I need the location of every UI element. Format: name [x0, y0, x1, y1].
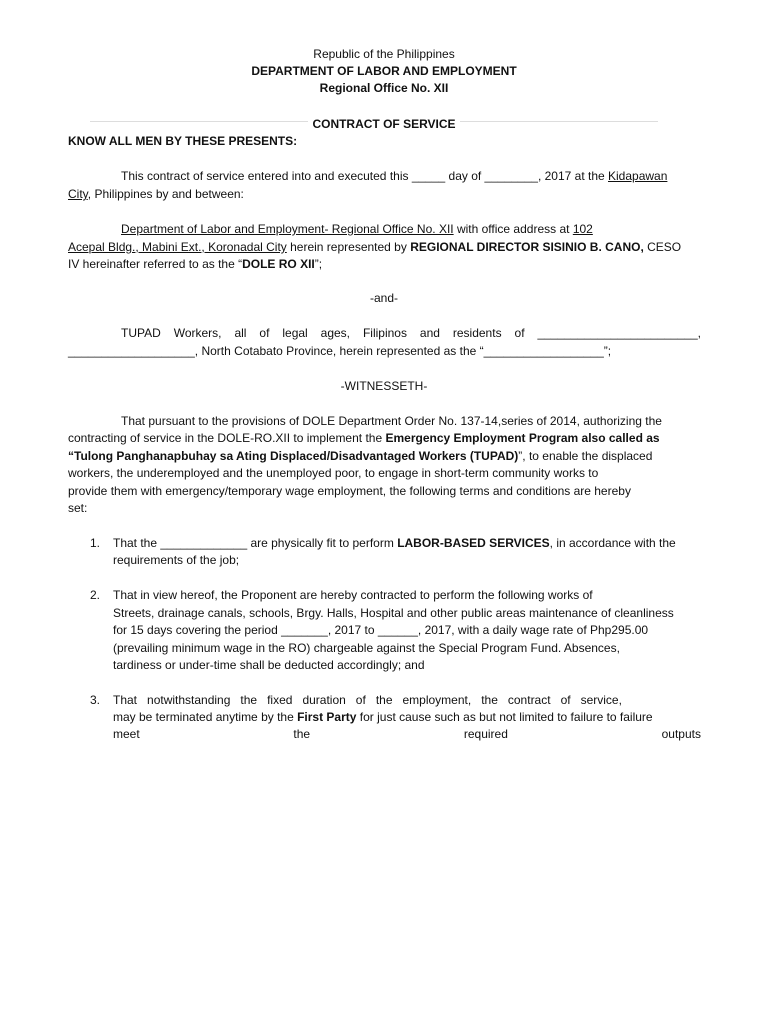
- item-2-line-2: Streets, drainage canals, schools, Brgy. Halls, Hospital and other public areas maintenance of cleanliness: [113, 606, 674, 620]
- party1-name: Department of Labor and Employment- Regional Office No. XII: [121, 222, 454, 236]
- and-separator: -and-: [369, 291, 398, 305]
- document-title: CONTRACT OF SERVICE: [0, 116, 768, 134]
- party1-representative: REGIONAL DIRECTOR SISINIO B. CANO,: [410, 240, 644, 254]
- body-line-5: provide them with emergency/temporary wage employment, the following terms and conditions are hereby: [68, 484, 631, 498]
- witnesseth: -WITNESSETH-: [340, 379, 428, 393]
- header-department: DEPARTMENT OF LABOR AND EMPLOYMENT: [251, 64, 517, 78]
- header-republic: Republic of the Philippines: [313, 47, 455, 61]
- intro-line-1: This contract of service entered into and executed this _____ day of ________, 2017 at the Kidapawan: [121, 169, 668, 183]
- item-2-line-5: tardiness or under-time shall be deducted accordingly; and: [113, 658, 425, 672]
- item-3-line-3: meet the required outputs: [113, 727, 701, 741]
- item-number: 1.: [90, 536, 101, 550]
- body-line-3: “Tulong Panghanapbuhay sa Ating Displaced/Disadvantaged Workers (TUPAD)”, to enable the displaced: [68, 449, 653, 463]
- party1-line-3: IV hereinafter referred to as the “DOLE RO XII”;: [68, 257, 323, 271]
- body-line-1: That pursuant to the provisions of DOLE Department Order No. 137-14,series of 2014, authorizing the: [121, 414, 662, 428]
- item-1-line-2: requirements of the job;: [113, 553, 240, 567]
- item-number: 3.: [90, 693, 101, 707]
- item-3-line-1: That notwithstanding the fixed duration of the employment, the contract of service,: [113, 693, 622, 707]
- tupad-name: “Tulong Panghanapbuhay sa Ating Displaced/Disadvantaged Workers (TUPAD): [68, 449, 519, 463]
- item-2-line-4: (prevailing minimum wage in the RO) chargeable against the Special Program Fund. Absences,: [113, 641, 620, 655]
- party1-line-1: Department of Labor and Employment- Regional Office No. XII with office address at 102: [121, 222, 593, 236]
- header-regional-office: Regional Office No. XII: [319, 81, 449, 95]
- program-name: Emergency Employment Program also called as: [385, 431, 660, 445]
- party2-line-2: ___________________, North Cotabato Province, herein represented as the “__________________”;: [68, 344, 612, 358]
- place-kidapawan: Kidapawan: [608, 169, 668, 183]
- item-2-line-3: for 15 days covering the period _______, 2017 to ______, 2017, with a daily wage rate of Php295.00: [113, 623, 649, 637]
- item-number: 2.: [90, 588, 101, 602]
- party1-line-2: Acepal Bldg., Mabini Ext., Koronadal City herein represented by REGIONAL DIRECTOR SISINIO B. CANO, CESO: [68, 240, 682, 254]
- item-2-line-1: That in view hereof, the Proponent are hereby contracted to perform the following works of: [113, 588, 593, 602]
- body-line-6: set:: [68, 501, 88, 515]
- body-line-2: contracting of service in the DOLE-RO.XII to implement the Emergency Employment Program also called as: [68, 431, 660, 445]
- body-line-4: workers, the underemployed and the unemployed poor, to engage in short-term community works to: [68, 466, 599, 480]
- party2-line-1: TUPAD Workers, all of legal ages, Filipinos and residents of ________________________,: [121, 326, 701, 340]
- item-3-line-2: may be terminated anytime by the First Party for just cause such as but not limited to failure to failure: [113, 710, 653, 724]
- intro-line-2: City, Philippines by and between:: [68, 187, 244, 201]
- item-1-line-1: That the _____________ are physically fit to perform LABOR-BASED SERVICES, in accordance with the: [113, 536, 676, 550]
- know-all-men: KNOW ALL MEN BY THESE PRESENTS:: [68, 134, 298, 148]
